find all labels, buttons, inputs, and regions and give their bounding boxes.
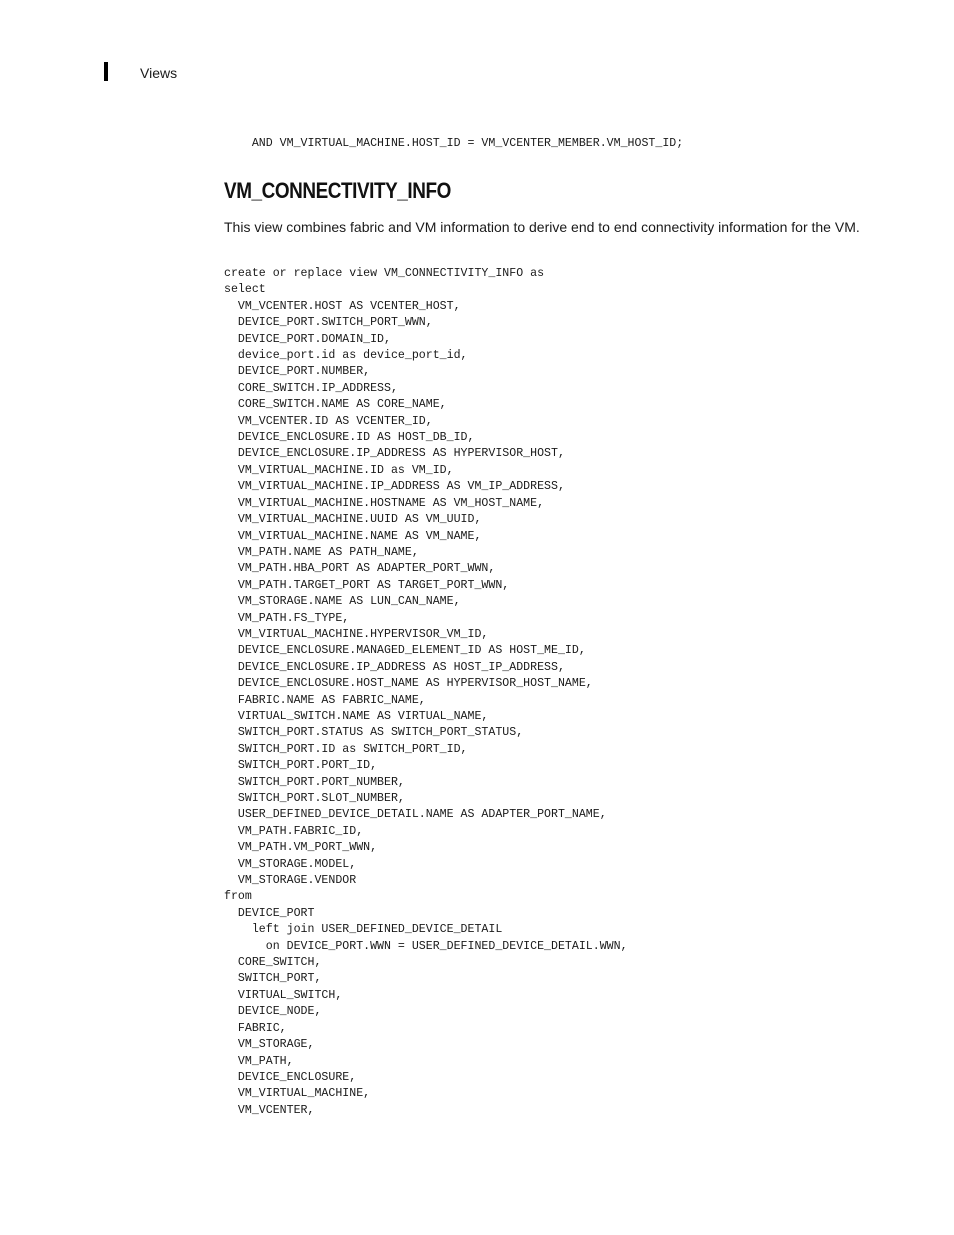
code-line: CORE_SWITCH,: [224, 956, 322, 970]
code-line: SWITCH_PORT.ID as SWITCH_PORT_ID,: [224, 742, 468, 756]
code-line: VIRTUAL_SWITCH.NAME AS VIRTUAL_NAME,: [224, 709, 489, 723]
code-line: VM_PATH.VM_PORT_WWN,: [224, 841, 378, 855]
section-title: VM_CONNECTIVITY_INFO: [224, 178, 451, 203]
code-line: VM_VCENTER.HOST AS VCENTER_HOST,: [224, 299, 461, 313]
code-line: VM_VIRTUAL_MACHINE.NAME AS VM_NAME,: [224, 529, 482, 543]
code-line: create or replace view VM_CONNECTIVITY_INFO as: [224, 267, 545, 280]
change-bar: [104, 62, 108, 81]
code-line: VM_VIRTUAL_MACHINE.ID as VM_ID,: [224, 463, 454, 477]
code-line: DEVICE_NODE,: [224, 1005, 322, 1019]
code-line: from: [224, 890, 252, 904]
code-line: SWITCH_PORT.PORT_NUMBER,: [224, 775, 405, 789]
code-line: CORE_SWITCH.NAME AS CORE_NAME,: [224, 398, 447, 412]
code-line: DEVICE_ENCLOSURE.IP_ADDRESS AS HYPERVISOR_HOST,: [224, 447, 565, 461]
code-line: select: [224, 283, 266, 297]
code-line: DEVICE_PORT.DOMAIN_ID,: [224, 332, 391, 346]
code-line: VM_PATH.TARGET_PORT AS TARGET_PORT_WWN,: [224, 578, 510, 592]
code-line: left join USER_DEFINED_DEVICE_DETAIL: [224, 923, 503, 937]
code-block: [224, 266, 628, 1119]
running-header: Views: [140, 65, 178, 81]
code-line: DEVICE_ENCLOSURE,: [224, 1070, 357, 1084]
code-line: device_port.id as device_port_id,: [224, 349, 468, 363]
code-line: VM_VCENTER.ID AS VCENTER_ID,: [224, 414, 433, 428]
code-line: VM_STORAGE.MODEL,: [224, 857, 357, 871]
code-line: DEVICE_ENCLOSURE.MANAGED_ELEMENT_ID AS HOST_ME_ID,: [224, 644, 586, 658]
code-line: VM_VIRTUAL_MACHINE,: [224, 1087, 371, 1101]
code-line: VM_STORAGE.VENDOR: [224, 874, 357, 888]
code-line: FABRIC.NAME AS FABRIC_NAME,: [224, 693, 426, 707]
code-line: VM_PATH,: [224, 1054, 294, 1068]
code-line: CORE_SWITCH.IP_ADDRESS,: [224, 381, 398, 395]
code-line: DEVICE_ENCLOSURE.HOST_NAME AS HYPERVISOR_HOST_NAME,: [224, 677, 593, 691]
code-line: VM_VIRTUAL_MACHINE.IP_ADDRESS AS VM_IP_ADDRESS,: [224, 480, 565, 494]
code-line: VM_VIRTUAL_MACHINE.HYPERVISOR_VM_ID,: [224, 627, 489, 641]
section-description: This view combines fabric and VM information to derive end to end connectivity information for the VM.: [224, 219, 860, 235]
code-line: SWITCH_PORT.SLOT_NUMBER,: [224, 792, 405, 805]
code-line: VM_VCENTER,: [224, 1103, 315, 1117]
code-line: VM_PATH.FS_TYPE,: [224, 611, 350, 625]
code-line: VM_VIRTUAL_MACHINE.HOSTNAME AS VM_HOST_NAME,: [224, 496, 545, 510]
code-line: SWITCH_PORT.PORT_ID,: [224, 759, 378, 773]
code-line: VM_STORAGE,: [224, 1038, 315, 1052]
code-line: FABRIC,: [224, 1021, 287, 1035]
code-line: DEVICE_ENCLOSURE.ID AS HOST_DB_ID,: [224, 431, 475, 445]
code-line: VIRTUAL_SWITCH,: [224, 988, 343, 1002]
code-line: SWITCH_PORT,: [224, 972, 322, 986]
code-line: VM_STORAGE.NAME AS LUN_CAN_NAME,: [224, 595, 461, 609]
code-line: VM_PATH.NAME AS PATH_NAME,: [224, 545, 419, 559]
code-line: VM_PATH.HBA_PORT AS ADAPTER_PORT_WWN,: [224, 562, 496, 576]
code-line: SWITCH_PORT.STATUS AS SWITCH_PORT_STATUS,: [224, 726, 524, 740]
code-line: on DEVICE_PORT.WWN = USER_DEFINED_DEVICE_DETAIL.WWN,: [224, 939, 628, 953]
code-line: VM_VIRTUAL_MACHINE.UUID AS VM_UUID,: [224, 513, 482, 527]
code-line: DEVICE_PORT.NUMBER,: [224, 365, 371, 379]
code-line: USER_DEFINED_DEVICE_DETAIL.NAME AS ADAPTER_PORT_NAME,: [224, 808, 607, 822]
code-line: DEVICE_PORT: [224, 906, 315, 920]
code-continuation: AND VM_VIRTUAL_MACHINE.HOST_ID = VM_VCENTER_MEMBER.VM_HOST_ID;: [224, 137, 684, 150]
code-line: VM_PATH.FABRIC_ID,: [224, 824, 364, 838]
code-line: DEVICE_PORT.SWITCH_PORT_WWN,: [224, 316, 433, 330]
code-line: DEVICE_ENCLOSURE.IP_ADDRESS AS HOST_IP_ADDRESS,: [224, 660, 565, 674]
